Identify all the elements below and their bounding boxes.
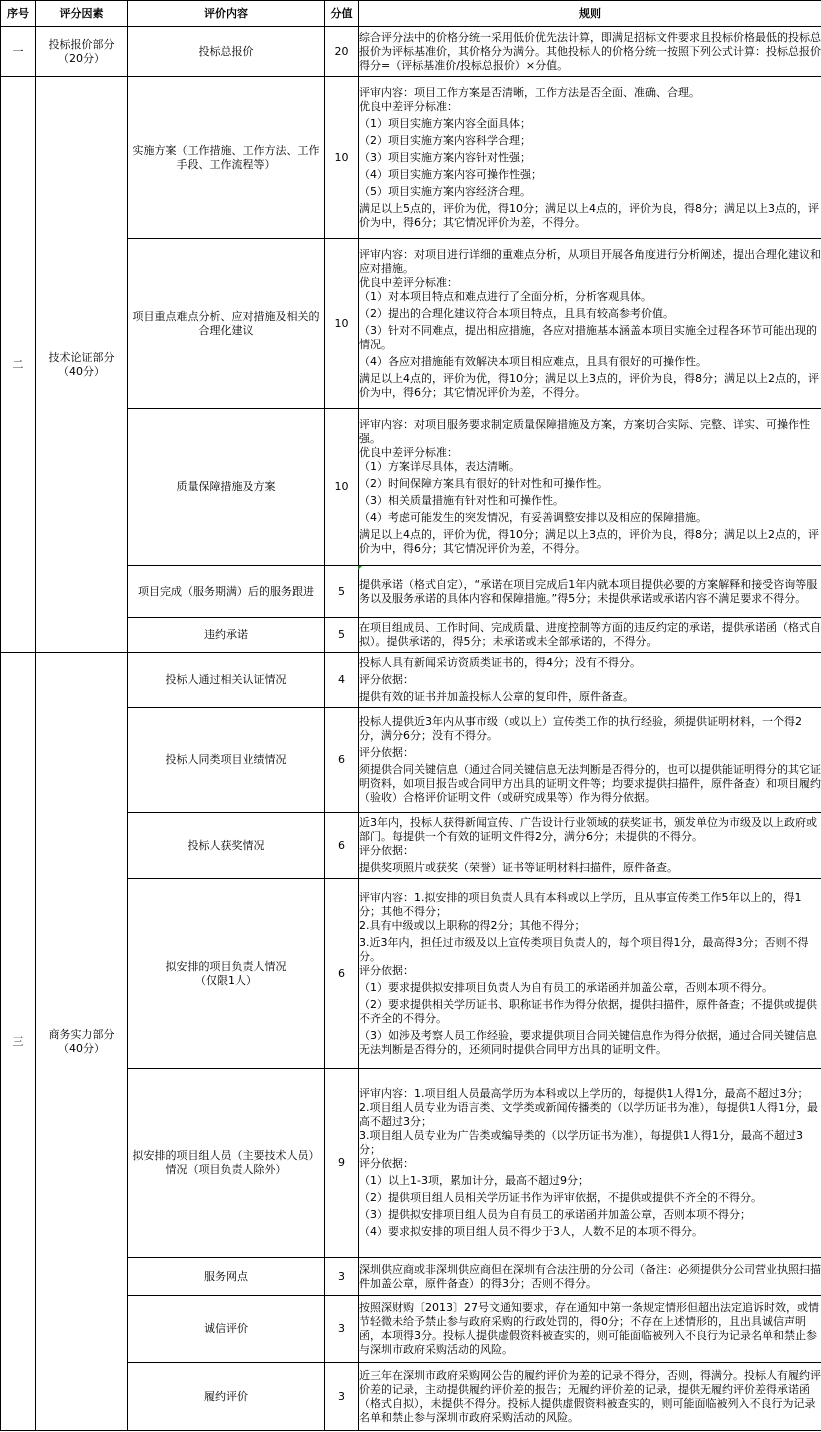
rule-text: 3.近3年内，担任过市级及以上宣传类项目负责人的，每个项目得1分，最高得3分；否则不得分。 — [359, 935, 809, 963]
header-content: 评价内容 — [128, 1, 325, 27]
rule-text: 投标人具有新闻采访资质类证书的，得4分；没有不得分。 — [359, 656, 641, 669]
rule-text: 在项目组成员、工作时间、完成质量、进度控制等方面的违反约定的承诺，提供承诺函（格式自拟）。提供承诺的，得5分；未承诺或未全部承诺的，不得分。 — [359, 621, 821, 648]
content-cell: 项目完成（服务期满）后的服务跟进 — [128, 566, 325, 618]
rule-cell — [359, 1069, 821, 1258]
rule-text: 近3年内，投标人获得新闻宣传、广告设计行业领域的获奖证书，颁发单位为市级及以上政府或部门。每提供一个有效的证明文件得2分，满分6分；未提供的不得分。 — [359, 816, 817, 843]
rule-text: （4）各应对措施能有效解决本项目相应难点，且具有很好的可操作性。 — [359, 354, 707, 368]
header-seq: 序号 — [1, 1, 36, 27]
content-cell: 履约评价 — [128, 1363, 325, 1431]
factor-label: 技术论证部分 — [48, 350, 115, 364]
rule-text: 优良中差评分标准： — [359, 446, 458, 459]
rule-text: （3）相关质量措施有针对性和可操作性。 — [359, 494, 564, 507]
rule-text: 评分依据： — [359, 844, 414, 857]
score-cell: 4 — [325, 653, 359, 708]
content-cell — [128, 879, 325, 1069]
rule-text: 评审内容：1.项目组人员最高学历为本科或以上学历的，每提供1人得1分，最高不超过3分； — [359, 1087, 809, 1100]
rule-cell — [359, 1363, 821, 1431]
rule-text: 近三年在深圳市政府采购网公告的履约评价为差的记录不得分，否则，得满分。投标人有履约评价差的记录，主动提供履约评价差的报告；无履约评价差的记录，提供无履约评价差得承诺函（格式自拟），未提供不得分。投标人提供虚假资料被查实的，则可能面临被列入不良行为记录名单和禁止参与深圳市政府采购活动的风险。 — [359, 1368, 821, 1424]
rule-text: 优良中差评分标准： — [359, 275, 458, 289]
content-cell: 投标人同类项目业绩情况 — [128, 708, 325, 813]
rule-text: 评审内容：1.拟安排的项目负责人具有本科或以上学历，且从事宣传类工作5年以上的，得1分；其他不得分； — [359, 890, 802, 918]
rule-text: 3.项目组人员专业为广告类或编导类的（以学历证书为准），每提供1人得1分，最高不超过3分； — [359, 1129, 803, 1156]
rule-cell — [359, 813, 821, 879]
rule-cell — [359, 879, 821, 1069]
section-factor — [36, 77, 128, 653]
rule-text: 评审内容：对项目进行详细的重难点分析，从项目开展各角度进行分析阐述，提出合理化建议和应对措施。 — [359, 247, 821, 275]
content-cell: 质量保障措施及方案 — [128, 409, 325, 566]
rule-text: 2.具有中级或以上职称的得2分；其他不得分； — [359, 918, 586, 932]
rule-text: 按照深财购〔2013〕27号文通知要求，存在通知中第一条规定情形但超出法定追诉时效，或情节轻微未给予禁止参与政府采购的行政处罚的，得0分；不存在上述情形的，且出具诚信声明函，本项得3分。投标人提供虚假资料被查实的，则可能面临被列入不良行为记录名单和禁止参与深圳市政府采购活动的风险。 — [359, 1301, 819, 1356]
rule-text: （3）项目实施方案内容针对性强； — [359, 150, 531, 164]
rule-text: （3）提供拟安排项目组人员为自有员工的承诺函并加盖公章，否则本项不得分； — [359, 1208, 751, 1221]
section-factor — [36, 27, 128, 77]
rule-text: 提供有效的证书并加盖投标人公章的复印件，原件备查。 — [359, 690, 634, 703]
rule-text: （4）考虑可能发生的突发情况，有妥善调整安排以及相应的保障措施。 — [359, 511, 707, 524]
content-cell: 实施方案（工作措施、工作方法、工作手段、工作流程等） — [128, 77, 325, 239]
rule-text: （1）对本项目特点和难点进行了全面分析，分析客观具体。 — [359, 289, 652, 303]
score-cell: 6 — [325, 813, 359, 879]
rule-text: 优良中差评分标准： — [359, 99, 458, 113]
score-cell: 5 — [325, 618, 359, 653]
header-score: 分值 — [325, 1, 359, 27]
factor-label: 投标报价部分 — [48, 37, 115, 51]
rule-cell — [359, 653, 821, 708]
content-cell: 违约承诺 — [128, 618, 325, 653]
content-label: 拟安排的项目负责人情况 — [165, 959, 287, 973]
rule-cell — [359, 708, 821, 813]
rule-text: 评分依据： — [359, 746, 414, 759]
cell-comment-indicator — [358, 566, 362, 570]
rule-text: 深圳供应商或非深圳供应商但在深圳有合法注册的分公司（备注：必须提供分公司营业执照扫描件加盖公章，原件备查）的得3分；否则不得分。 — [359, 1262, 821, 1290]
rule-text: 满足以上4点的，评价为优，得10分；满足以上3点的，评价为良，得8分；满足以上2点的，评价为中，得6分；其它情况评价为差，不得分。 — [359, 371, 819, 399]
content-cell: 拟安排的项目组人员（主要技术人员）情况（项目负责人除外） — [128, 1069, 325, 1258]
content-cell: 诚信评价 — [128, 1296, 325, 1363]
rule-text: 提供奖项照片或获奖（荣誉）证书等证明材料扫描件，原件备查。 — [359, 861, 678, 874]
score-cell: 3 — [325, 1258, 359, 1296]
rule-text: 须提供合同关键信息（通过合同关键信息无法判断是否得分的，也可以提供能证明得分的其它证明资料，如项目报告或合同甲方出具的证明文件等；均要求提供扫描件，原件备查）和项目履约（验收）合格评价证明文件（或研究成果等）作为得分依据。 — [359, 763, 821, 804]
rule-text: （2）要求提供相关学历证书、职称证书作为得分依据，提供扫描件，原件备查；不提供或提供不齐全的不得分。 — [359, 997, 817, 1025]
rule-cell — [359, 77, 821, 239]
rule-text: （3）如涉及考察人员工作经验，要求提供项目合同关键信息作为得分依据，通过合同关键信息无法判断是否得分的，还须同时提供合同甲方出具的证明文件。 — [359, 1028, 817, 1056]
rule-text: 评审内容：对项目服务要求制定质量保障措施及方案，方案切合实际、完整、详实、可操作性强。 — [359, 418, 810, 445]
section-seq: 三 — [1, 653, 36, 1431]
table-row — [1, 77, 821, 239]
content-cell: 服务网点 — [128, 1258, 325, 1296]
score-cell: 20 — [325, 27, 359, 77]
section-seq: 二 — [1, 77, 36, 653]
score-cell: 6 — [325, 708, 359, 813]
score-cell: 3 — [325, 1363, 359, 1431]
rule-text: 投标人提供近3年内从事市级（或以上）宣传类工作的执行经验，须提供证明材料，一个得2分，满分6分；没有不得分。 — [359, 715, 802, 742]
rule-text: （2）提出的合理化建议符合本项目特点，且具有较高参考价值。 — [359, 306, 674, 320]
content-sublabel: （仅限1人） — [195, 973, 257, 987]
content-cell: 项目重点难点分析、应对措施及相关的合理化建议 — [128, 239, 325, 409]
factor-points: （20分） — [58, 51, 105, 65]
score-cell: 3 — [325, 1296, 359, 1363]
rule-cell — [359, 566, 821, 618]
rule-text: （1）方案详尽具体，表达清晰。 — [359, 460, 520, 473]
table-row — [1, 653, 821, 708]
header-rule: 规则 — [359, 1, 821, 27]
rule-text: 2.项目组人员专业为语言类、文学类或新闻传播类的（以学历证书为准），每提供1人得1分，最高不超过3分； — [359, 1101, 818, 1128]
rule-text: 评分依据： — [359, 963, 414, 977]
rule-text: （1）项目实施方案内容全面具体； — [359, 116, 531, 130]
rule-text: 评分依据： — [359, 673, 414, 686]
section-seq: 一 — [1, 27, 36, 77]
rule-text: 综合评分法中的价格分统一采用低价优先法计算，即满足招标文件要求且投标价格最低的投标总报价为评标基准价，其价格分为满分。其他投标人的价格分统一按照下列公式计算：投标总报价得分=（评标基准价/投标总报价）×分值。 — [359, 30, 821, 72]
factor-label: 商务实力部分 — [48, 1027, 115, 1041]
rule-cell — [359, 1296, 821, 1363]
rule-text: 满足以上5点的，评价为优，得10分；满足以上4点的，评价为良，得8分；满足以上3点的，评价为中，得6分；其它情况评价为差，不得分。 — [359, 201, 819, 229]
content-cell: 投标人通过相关认证情况 — [128, 653, 325, 708]
rule-text: （1）以上1-3项，累加计分，最高不超过9分； — [359, 1174, 589, 1187]
factor-points: （40分） — [58, 1041, 105, 1055]
rule-text: 评分依据： — [359, 1157, 414, 1170]
score-cell: 10 — [325, 77, 359, 239]
header-row — [1, 1, 821, 27]
rule-cell — [359, 409, 821, 566]
rule-text: （2）提供项目组人员相关学历证书作为评审依据，不提供或提供不齐全的不得分。 — [359, 1191, 762, 1204]
rule-cell — [359, 618, 821, 653]
score-cell: 10 — [325, 409, 359, 566]
score-cell: 10 — [325, 239, 359, 409]
rule-cell — [359, 27, 821, 77]
rule-text: 满足以上4点的，评价为优，得10分；满足以上3点的，评价为良，得8分；满足以上2点的，评价为中，得6分；其它情况评价为差，不得分。 — [359, 528, 819, 555]
score-cell: 6 — [325, 879, 359, 1069]
rule-cell — [359, 1258, 821, 1296]
factor-points: （40分） — [58, 364, 105, 378]
content-cell: 投标人获奖情况 — [128, 813, 325, 879]
score-cell: 5 — [325, 566, 359, 618]
rule-text: 提供承诺（格式自定），“承诺在项目完成后1年内就本项目提供必要的方案解释和接受咨询等服务以及服务承诺的具体内容和保障措施。”得5分；未提供承诺或承诺内容不满足要求不得分。 — [359, 577, 818, 605]
rule-text: （4）项目实施方案内容可操作性强； — [359, 167, 542, 181]
rule-text: （1）要求提供拟安排项目负责人为自有员工的承诺函并加盖公章，否则本项不得分。 — [359, 980, 773, 994]
rule-text: 评审内容：项目工作方案是否清晰，工作方法是否全面、准确、合理。 — [359, 85, 700, 99]
rule-text: （3）针对不同难点，提出相应措施，各应对措施基本涵盖本项目实施全过程各环节可能出现的情况。 — [359, 323, 817, 351]
rule-text: （2）时间保障方案具有很好的针对性和可操作性。 — [359, 477, 608, 490]
rule-text: （5）项目实施方案内容经济合理。 — [359, 184, 531, 198]
table-row — [1, 27, 821, 77]
rule-cell — [359, 239, 821, 409]
header-factor: 评分因素 — [36, 1, 128, 27]
rule-text: （2）项目实施方案内容科学合理； — [359, 133, 531, 147]
content-cell: 投标总报价 — [128, 27, 325, 77]
score-cell: 9 — [325, 1069, 359, 1258]
section-factor — [36, 653, 128, 1431]
rule-text: （4）要求拟安排的项目组人员不得少于3人，人数不足的本项不得分。 — [359, 1225, 703, 1238]
